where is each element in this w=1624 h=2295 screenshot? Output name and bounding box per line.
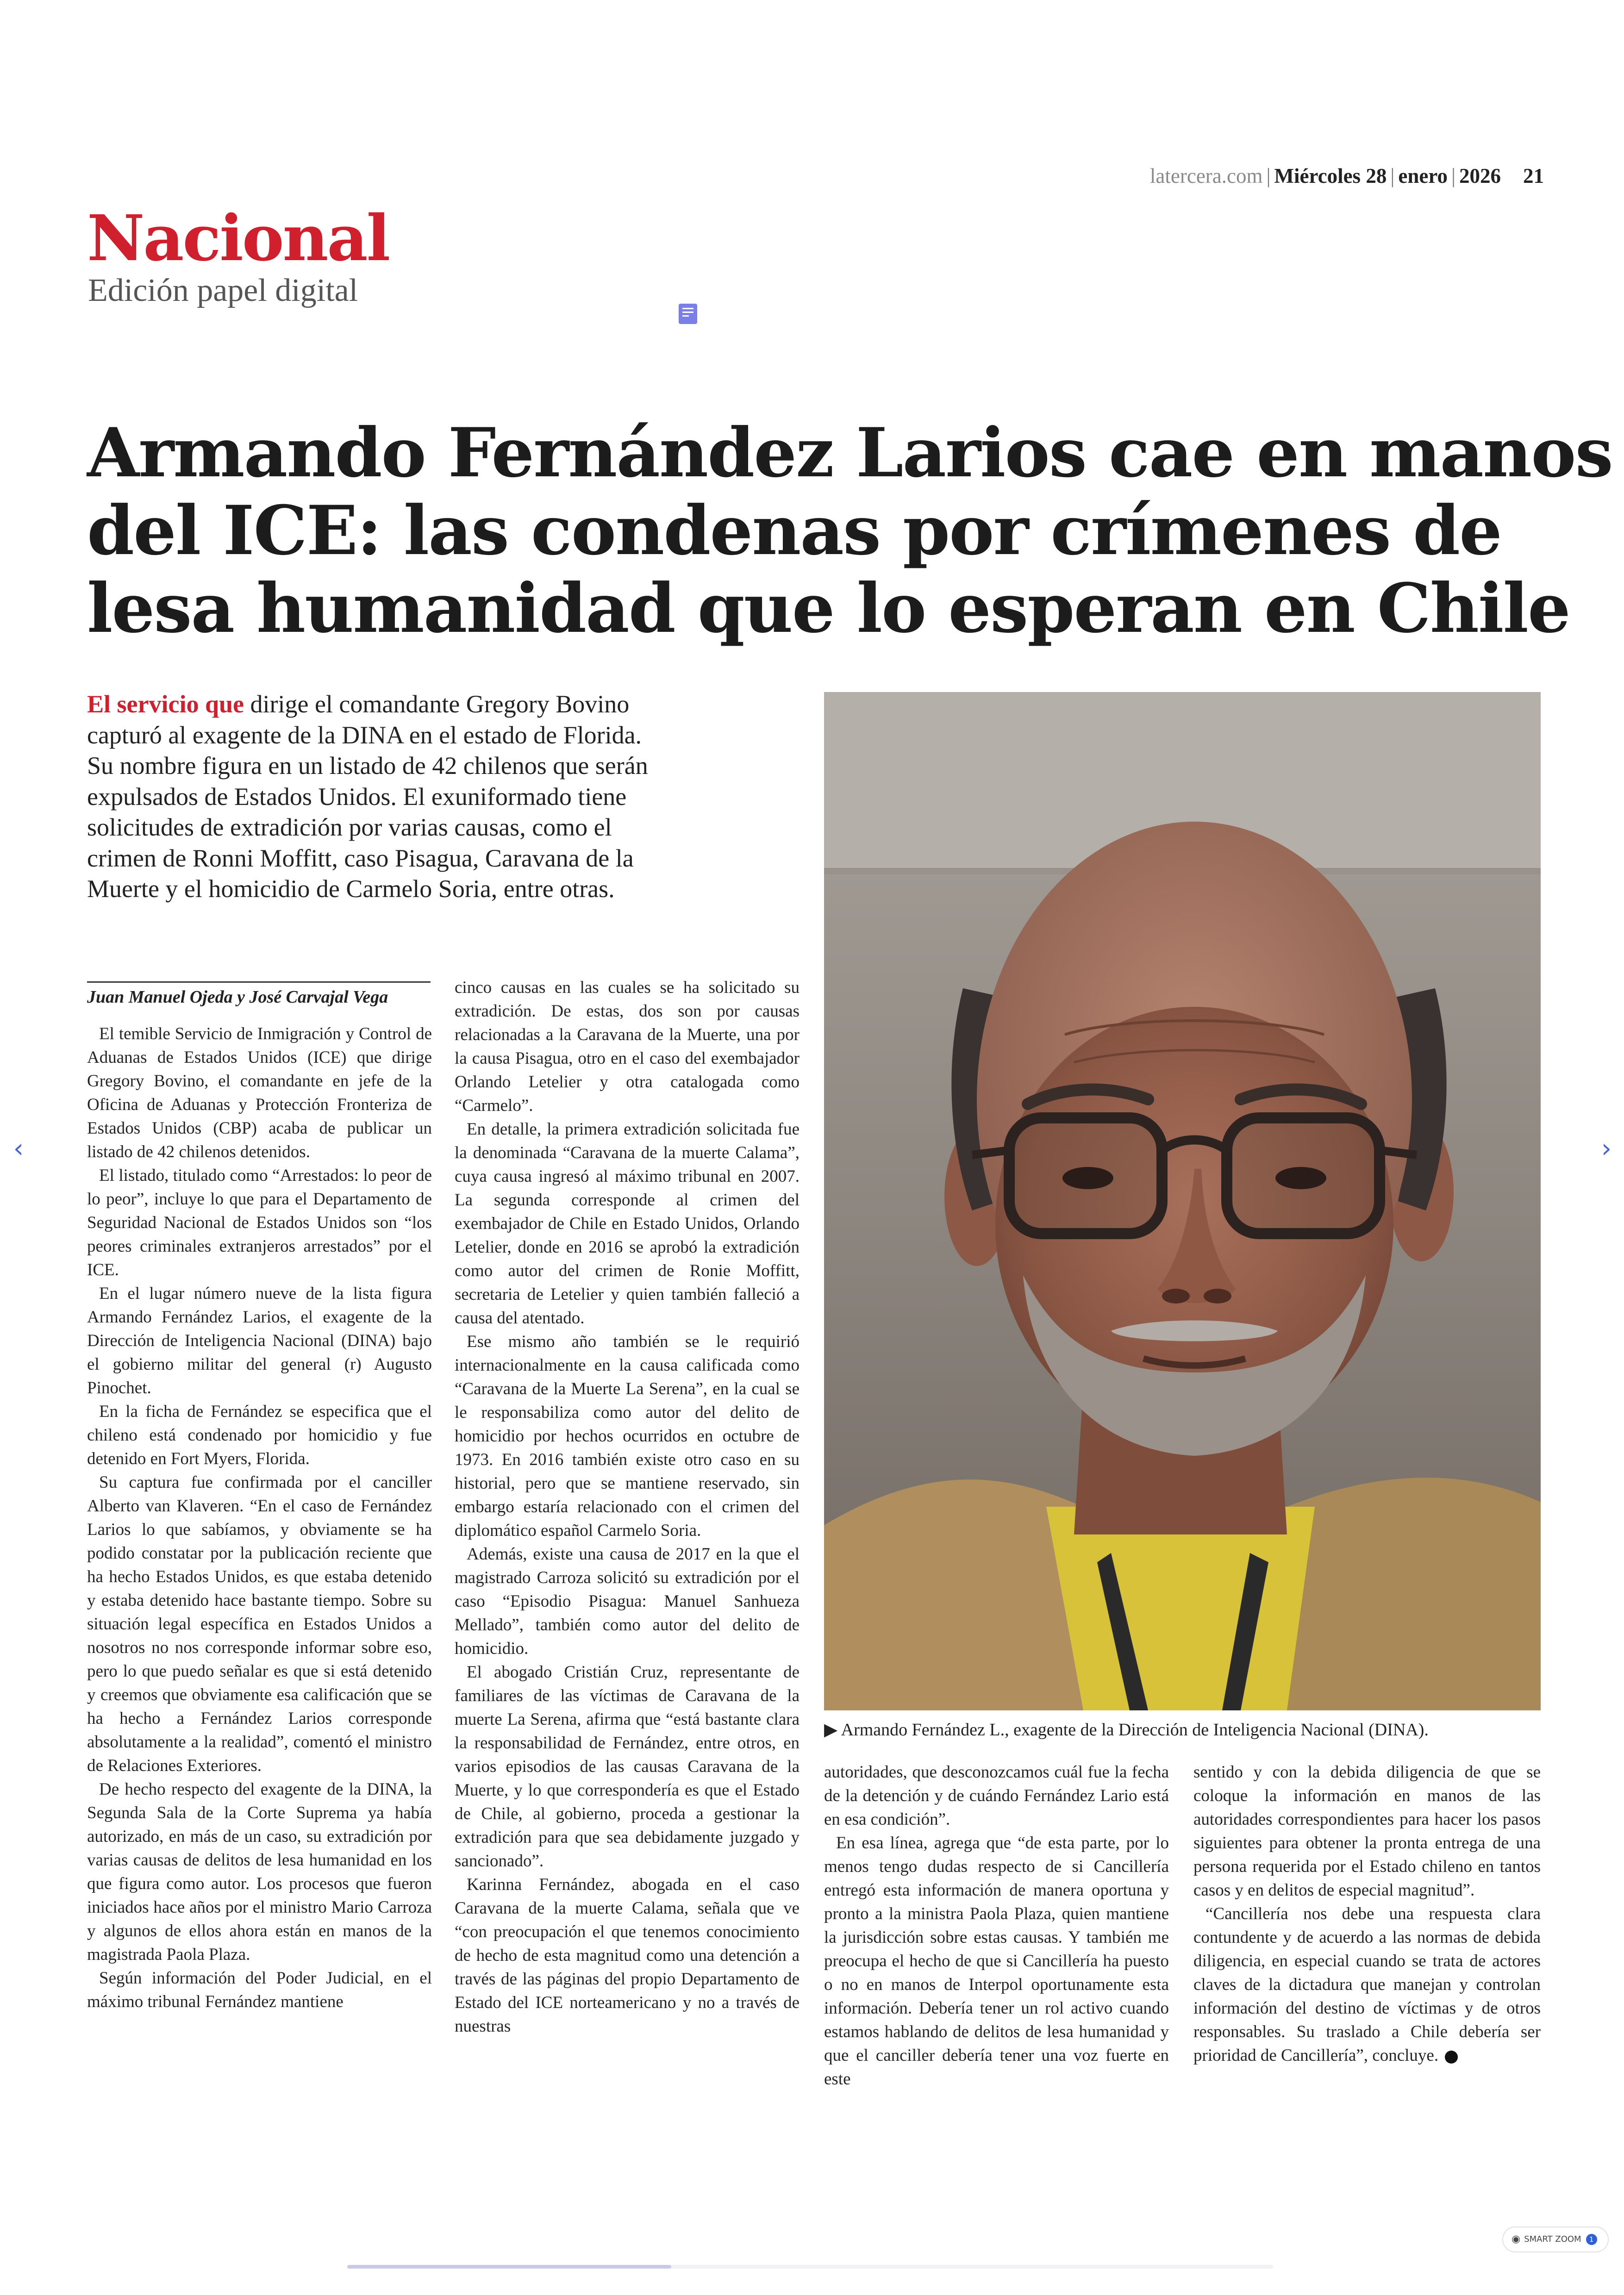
article-headline	[87, 413, 1612, 648]
paragraph: En esa línea, agrega que “de esta parte, por lo menos tengo dudas respecto de si Cancillería entregó esta información de manera oportuna y pronto a la ministra Paola Plaza, quien mantiene la jurisdicción sobre estas causas. Y también me preocupa el hecho de que si Cancillería ha puesto o no en manos de Interpol oportunamente esta información. Debería tener un rol activo cuando estamos hablando de delitos de lesa humanidad y que el canciller debería tener una voz fuerte en este	[824, 1834, 1169, 2089]
eye-icon: ◉	[1512, 2233, 1521, 2245]
article-column-1	[87, 1022, 432, 2133]
paragraph: Según información del Poder Judicial, en el máximo tribunal Fernández mantiene	[87, 1969, 432, 2011]
paragraph: cinco causas en las cuales se ha solicitado su extradición. De estas, dos son por causas relacionadas a la Caravana de la Muerte, una por la causa Pisagua, otro en el caso del exembajador Orlando Letelier y otra catalogada como “Carmelo”.	[455, 978, 800, 1115]
portrait-illustration	[824, 692, 1541, 1710]
paragraph: “Cancillería nos debe una respuesta clara contundente y de acuerdo a las normas de debida diligencia, en especial cuando se trata de actores claves de la dictadura que manejan y controlan información del destino de víctimas y de otros responsables. Su traslado a Chile debería ser prioridad de Cancillería”, concluye.	[1193, 1904, 1541, 2065]
paragraph: sentido y con la debida diligencia de que se coloque la información en manos de las autoridades correspondientes para hacer los pasos siguientes para obtener la pronta entrega de una persona requerida por el Estado chileno en tantos casos y en delitos de especial magnitud”.	[1193, 1763, 1541, 1900]
paragraph: Karinna Fernández, abogada en el caso Caravana de la muerte Calama, señala que ve “con preocupación el que tenemos conocimiento de hecho de esta magnitud como una detención a través de las páginas del propio Departamento de Estado del ICE norteamericano y no a través de nuestras	[455, 1875, 800, 2036]
photo-caption: ▶ Armando Fernández L., exagente de la Dirección de Inteligencia Nacional (DINA).	[824, 1720, 1429, 1740]
article-column-4	[1193, 1760, 1541, 2131]
paragraph: De hecho respecto del exagente de la DINA, la Segunda Sala de la Corte Suprema ya había autorizado, en más de un caso, su extradición por varias causas de delitos de lesa humanidad en los que figura como autor. Los procesos que fueron iniciados hace años por el ministro Mario Carroza y algunos de ellos ahora están en manos de la magistrada Paola Plaza.	[87, 1780, 432, 1964]
smart-zoom-button[interactable]	[1502, 2226, 1609, 2252]
byline: Juan Manuel Ojeda y José Carvajal Vega	[87, 981, 431, 1009]
previous-page-button[interactable]: ‹	[13, 1134, 24, 1164]
page-folio	[1102, 160, 1544, 192]
end-mark-icon	[1445, 2051, 1458, 2064]
next-page-button[interactable]: ›	[1601, 1134, 1612, 1164]
paragraph: El temible Servicio de Inmigración y Control de Aduanas de Estados Unidos (ICE) que dirige Gregory Bovino, el comandante en jefe de la Oficina de Aduanas y Protección Fronteriza de Estados Unidos (CBP) acaba de publicar un listado de 42 chilenos detenidos.	[87, 1024, 432, 1161]
lead-line: capturó al exagente de la DINA en el estado de Florida.	[87, 721, 642, 749]
headline-line: Armando Fernández Larios cae en manos	[87, 413, 1612, 493]
paragraph: Su captura fue confirmada por el canciller Alberto van Klaveren. “En el caso de Fernández Larios lo que sabíamos, y obviamente se ha podido constatar por la publicación reciente que ha hecho Estados Unidos, es que estaba detenido y estaba detenido hace bastante tiempo. Sobre su situación legal específica en Estados Unidos a nosotros no nos corresponde informar sobre eso, pero lo que puedo señalar es que si está detenido y creemos que obviamente esa calificación que se ha hecho a Fernández Larios corresponde absolutamente a la realidad”, comentó el ministro de Relaciones Exteriores.	[87, 1473, 432, 1775]
lead-line: expulsados de Estados Unidos. El exuniformado tiene	[87, 782, 627, 811]
section-title: Nacional	[87, 201, 389, 275]
folio-date: Miércoles 28	[1274, 164, 1387, 187]
lead-line: Muerte y el homicidio de Carmelo Soria, entre otras.	[87, 875, 615, 903]
headline-line: lesa humanidad que lo esperan en Chile	[87, 569, 1570, 648]
folio-month: enero	[1398, 164, 1448, 187]
paragraph: El abogado Cristián Cruz, representante de familiares de las víctimas de Caravana de la muerte La Serena, afirma que “está bastante clara la responsabilidad de Fernández, entre otros, en varios episodios de las causas Caravana de la Muerte, y lo que correspondería es que el Estado de Chile, al gobierno, proceda a gestionar la extradición para que sea debidamente juzgado y sancionado”.	[455, 1663, 800, 1871]
edition-label: Edición papel digital	[88, 273, 358, 308]
article-lead	[87, 689, 735, 904]
site-name: latercera.com	[1149, 164, 1263, 187]
page-number: 21	[1523, 164, 1544, 187]
paragraph: El listado, titulado como “Arrestados: lo peor de lo peor”, incluye lo que para el Departamento de Seguridad Nacional de Estados Unidos son “los peores criminales extranjeros arrestados” por el ICE.	[87, 1166, 432, 1279]
article-column-3	[824, 1760, 1169, 2131]
paragraph: Ese mismo año también se le requirió internacionalmente en la causa calificada como “Caravana de la Muerte La Serena”, en la cual se le responsabiliza como autor del delito de homicidio por hechos ocurridos en octubre de 1973. En 2016 también existe otro caso en su historial, pero que se mantiene reservado, sin embargo estaría relacionado con el crimen del diplomático español Carmelo Soria.	[455, 1332, 800, 1540]
article-column-2	[455, 976, 800, 2133]
lead-line: dirige el comandante Gregory Bovino	[244, 690, 630, 718]
paragraph: autoridades, que desconozcamos cuál fue la fecha de la detención y de cuándo Fernández Lario está en esa condición”.	[824, 1763, 1169, 1829]
note-icon[interactable]	[679, 304, 697, 324]
headline-line: del ICE: las condenas por crímenes de	[87, 491, 1501, 570]
page-scroll-thumb[interactable]	[347, 2265, 671, 2269]
lead-line: solicitudes de extradición por varias causas, como el	[87, 813, 612, 841]
folio-year: 2026	[1459, 164, 1501, 187]
folio-separator: |	[1451, 164, 1455, 187]
lead-line: crimen de Ronni Moffitt, caso Pisagua, Caravana de la	[87, 844, 634, 872]
folio-separator: |	[1266, 164, 1271, 187]
paragraph: En la ficha de Fernández se especifica que el chileno está condenado por homicidio y fue detenido en Fort Myers, Florida.	[87, 1402, 432, 1468]
smart-zoom-label: SMART ZOOM	[1524, 2234, 1581, 2244]
paragraph: En detalle, la primera extradición solicitada fue la denominada “Caravana de la muerte Calama”, cuya causa ingresó al máximo tribunal en 2007. La segunda corresponde al crimen del exembajador de Chile en Estado Unidos, Orlando Letelier, donde en 2016 se aprobó la extradición como autor del crimen de Ronie Moffitt, secretaria de Letelier y quien también falleció a causa del atentado.	[455, 1120, 800, 1328]
paragraph: Además, existe una causa de 2017 en la que el magistrado Carroza solicitó su extradición por el caso “Episodio Pisagua: Manuel Sanhueza Mellado”, también como autor del delito de homicidio.	[455, 1545, 800, 1658]
lead-line: Su nombre figura en un listado de 42 chilenos que serán	[87, 752, 648, 780]
folio-separator: |	[1390, 164, 1395, 187]
smart-zoom-count: 1	[1586, 2234, 1597, 2245]
paragraph: En el lugar número nueve de la lista figura Armando Fernández Larios, el exagente de la Dirección de Inteligencia Nacional (DINA) bajo el gobierno militar del general (r) Augusto Pinochet.	[87, 1284, 432, 1397]
lead-highlight: El servicio que	[87, 690, 244, 718]
article-photo	[824, 692, 1541, 1710]
